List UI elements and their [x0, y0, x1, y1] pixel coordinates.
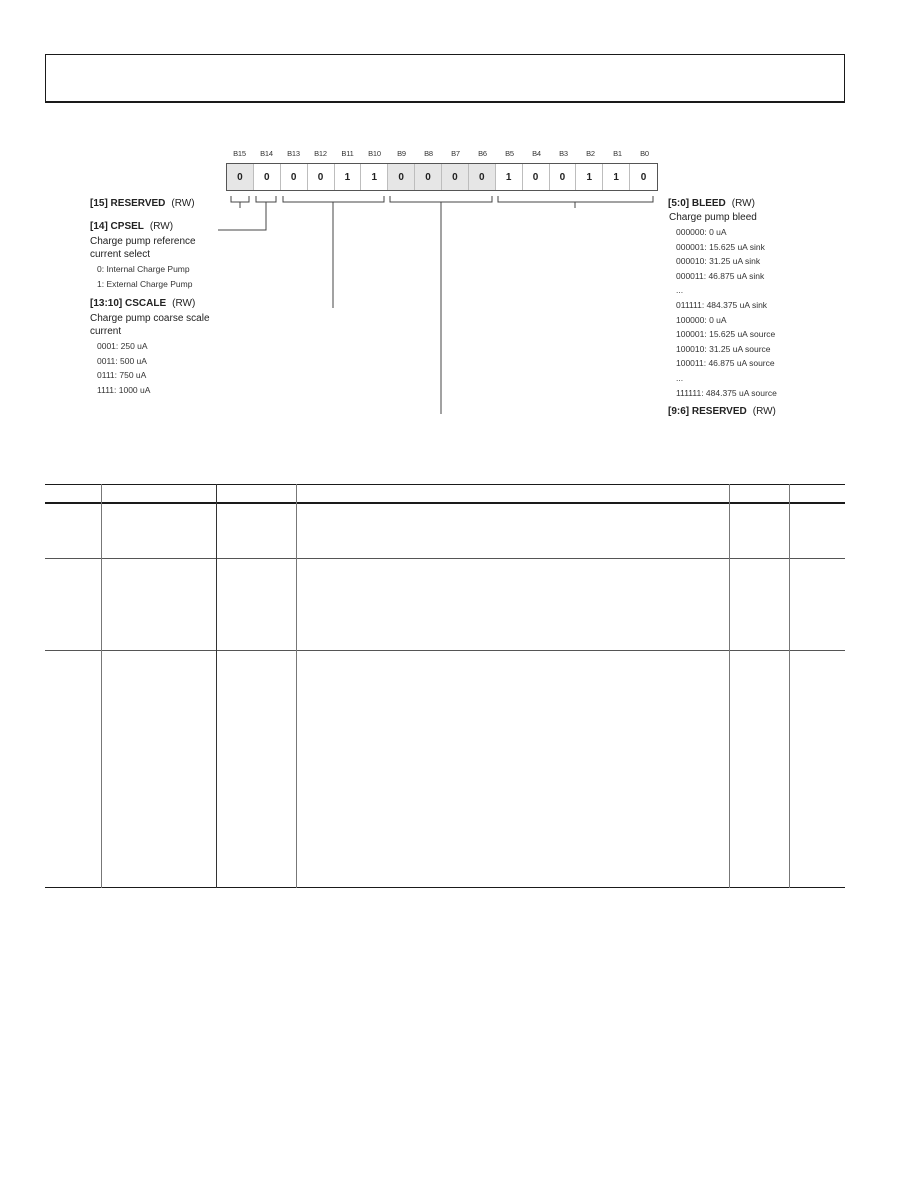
bleed-option: 011111: 484.375 uA sink [676, 299, 768, 310]
bit-label-b5: B5 [505, 149, 514, 158]
table-row-separator [45, 558, 845, 559]
table-top-rule [45, 484, 845, 485]
bit-value-b12: 0 [308, 164, 335, 190]
bit-label-b10: B10 [368, 149, 381, 158]
bit-label-b4: B4 [532, 149, 541, 158]
cscale-option: 0011: 500 uA [97, 355, 147, 366]
bit-label-b15: B15 [233, 149, 246, 158]
field-reserved96-rw: (RW) [752, 406, 776, 417]
bleed-option: 000000: 0 uA [676, 227, 727, 237]
bit-label-b14: B14 [260, 149, 273, 158]
bleed-option: 100001: 15.625 uA source [676, 329, 776, 340]
bit-label-b1: B1 [613, 149, 622, 158]
bit-value-b13: 0 [281, 164, 308, 190]
bit-label-b2: B2 [586, 149, 595, 158]
bleed-option: ... [676, 372, 684, 383]
bit-label-b8: B8 [424, 149, 433, 158]
bracket-b14 [218, 196, 276, 230]
bleed-option: ... [676, 285, 684, 296]
table-column-divider [789, 484, 790, 888]
cscale-option: 0001: 250 uA [97, 341, 148, 351]
field-cpsel-rw: (RW) [149, 221, 174, 232]
bit-value-b10: 1 [361, 164, 388, 190]
table-column-divider [296, 484, 297, 888]
table-header-rule [45, 502, 845, 504]
cpsel-option: 0: Internal Charge Pump [97, 264, 190, 274]
bit-value-b7: 0 [442, 164, 469, 190]
field-bleed-rw: (RW) [731, 198, 755, 209]
table-column-divider [216, 484, 217, 888]
bleed-option: 100011: 46.875 uA source [676, 358, 775, 369]
bit-value-b2: 1 [576, 164, 603, 190]
field-cpsel-name: [14] CPSEL [90, 221, 144, 232]
field-reserved15-title [90, 198, 195, 209]
bleed-option: 000010: 31.25 uA sink [676, 256, 761, 267]
bit-label-row [226, 149, 656, 161]
table-bottom-rule [45, 887, 845, 888]
bit-label-b9: B9 [397, 149, 406, 158]
bit-value-b14: 0 [254, 164, 281, 190]
field-cscale-options [97, 339, 150, 397]
field-cscale-name: [13:10] CSCALE [90, 298, 167, 309]
page-header-box [45, 54, 845, 103]
bit-label-b3: B3 [559, 149, 568, 158]
bit-label-b6: B6 [478, 149, 487, 158]
bit-value-b11: 1 [335, 164, 362, 190]
field-cpsel-title [90, 221, 173, 232]
table-column-divider [101, 484, 102, 888]
field-cscale-rw: (RW) [172, 298, 196, 309]
bit-label-b7: B7 [451, 149, 460, 158]
cscale-option: 1111: 1000 uA [97, 384, 151, 395]
bit-value-b6: 0 [469, 164, 496, 190]
field-reserved96-name: [9:6] RESERVED [668, 406, 747, 417]
bit-label-b11: B11 [341, 149, 354, 158]
bleed-option: 111111: 484.375 uA source [676, 387, 777, 398]
bracket-b15 [231, 196, 249, 208]
bit-value-b9: 0 [388, 164, 415, 190]
bleed-option: 000011: 46.875 uA sink [676, 270, 765, 281]
bleed-option: 000001: 15.625 uA sink [676, 241, 765, 252]
bracket-reserved96 [390, 196, 492, 414]
bit-value-b5: 1 [496, 164, 523, 190]
bit-label-b0: B0 [640, 149, 649, 158]
table-row-separator [45, 650, 845, 651]
cpsel-option: 1: External Charge Pump [97, 278, 193, 289]
bit-value-b0: 0 [640, 171, 647, 183]
bit-value-b1: 1 [603, 164, 630, 190]
field-cpsel-description: Charge pump reference current select [90, 236, 196, 260]
register-table [45, 484, 845, 888]
bit-value-row [226, 163, 658, 191]
field-reserved15-name: [15] RESERVED [90, 198, 166, 209]
bleed-option: 100010: 31.25 uA source [676, 343, 771, 354]
bit-label-b13: B13 [287, 149, 300, 158]
field-bleed-name: [5:0] BLEED [668, 198, 726, 209]
bit-value-b4: 0 [523, 164, 550, 190]
bracket-bleed [498, 196, 653, 208]
field-bleed-options [676, 225, 777, 400]
table-column-divider [729, 484, 730, 888]
bit-value-b8: 0 [415, 164, 442, 190]
field-reserved96-title [668, 406, 776, 417]
bracket-cscale [283, 196, 384, 308]
bleed-option: 100000: 0 uA [676, 314, 727, 325]
field-bleed-description: Charge pump bleed [669, 212, 757, 223]
bit-label-b12: B12 [314, 149, 327, 158]
field-bleed-title [668, 198, 755, 209]
bit-value-b15: 0 [227, 164, 254, 190]
field-cpsel-options [97, 262, 192, 291]
cscale-option: 0111: 750 uA [97, 370, 147, 381]
bit-value-b3: 0 [550, 164, 577, 190]
field-reserved15-rw: (RW) [171, 198, 195, 209]
field-cscale-title [90, 298, 195, 309]
field-cscale-description: Charge pump coarse scale current [90, 313, 210, 337]
